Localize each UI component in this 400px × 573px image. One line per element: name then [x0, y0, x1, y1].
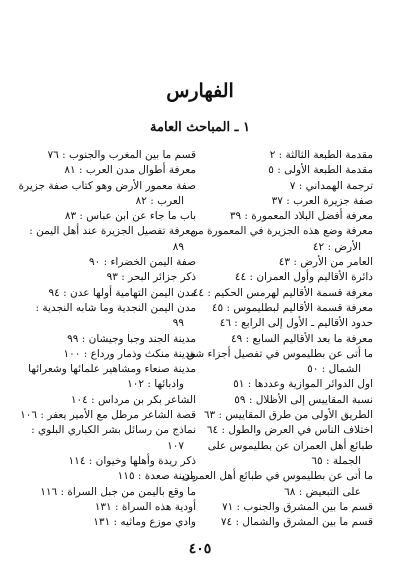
index-entry: معرفة أطوال مدن العرب : ٨١: [64, 164, 196, 177]
index-entry: صفة اليمن الخضراء : ٩٠: [88, 256, 196, 269]
index-entry: حدود الأقاليم ـ الأول إلى الرابع : ٤٦: [219, 317, 373, 330]
index-entry: اختلاف الناس في العرض والطول : ٦٤: [206, 424, 373, 437]
index-entry: معرفة أفضل البلاد المعمورة : ٣٩: [229, 210, 373, 223]
index-entry: ما وقع باليمن من جبل السراة : ١١٦: [40, 485, 196, 498]
index-entry: قسم ما بين المشرق والجنوب : ٧١: [221, 500, 373, 513]
index-entry-continuation: وادبائها : ١٠٢: [127, 378, 184, 391]
index-entry: معرفة قسمة الأقاليم لهرمس الحكيم : ٤٤: [192, 286, 373, 299]
index-entry: نسبة المقاييس إلى الأظلال : ٥٩: [234, 393, 373, 406]
index-column-left: [18, 148, 196, 530]
index-entry: قسم ما بين المشرق والشمال : ٧٤: [220, 516, 373, 529]
page-number: ٤٠٥: [188, 541, 212, 557]
index-entry: مدينة منكث وذمار ورداع : ١٠٠: [63, 347, 196, 360]
index-entry: ذكر ريدة وأهلها وخيوان : ١١٤: [68, 454, 196, 467]
index-entry: الشاعر بكر بن مرداس : ١٠٤: [70, 393, 196, 406]
index-entry: اول الدوائر الموازية وعددها : ٥١: [233, 378, 373, 391]
index-entry: ما أتى عن بطليموس في تفصيل أجزاء شق: [186, 347, 373, 360]
index-entry: معرفة قسمة الأقاليم لبطليموس : ٤٥: [211, 301, 373, 314]
section-heading: ١ ـ المباحث العامة: [150, 120, 250, 135]
index-entry: العامر من الأرض : ٤٣: [278, 256, 373, 269]
index-entry-continuation: الأرض : ٤٢: [312, 240, 361, 253]
index-entry: مدن اليمن النجدية وما شابه النجدية :: [35, 301, 196, 314]
index-entry: قسم ما بين المغرب والجنوب : ٧٦: [47, 149, 196, 161]
index-entry: معرفة وضع هذه الجزيرة في المعمورة من: [190, 225, 373, 238]
index-entry: نماذج من رسائل بشر الكباري البلوي :: [31, 424, 196, 437]
index-entry-continuation: الجملة : ٦٥: [311, 454, 361, 467]
index-entry: صفة جزيرة العرب : ٣٧: [271, 194, 373, 207]
index-entry: طبائع أهل العمران عن بطليموس على: [207, 439, 373, 452]
index-entry: ذكر جزائر البحر : ٩٣: [106, 271, 196, 284]
index-entry: باب ما جاء عن ابن عباس : ٨٣: [64, 210, 196, 223]
index-entry: مقدمة الطبعة الثالثة : ٢: [269, 149, 373, 161]
index-entry: مدن اليمن التهامية أولها عدن : ٩٤: [48, 286, 196, 299]
index-entry: معرفة تفصيل الجزيرة عند أهل اليمن :: [29, 225, 196, 238]
page-title: الفهارس: [166, 80, 234, 102]
index-entry: الطريق الأولى من طرق المقاييس : ٦٣: [203, 409, 373, 422]
index-entry: مدينة صنعاء ومشاهير علمائها وشعرائها: [28, 363, 196, 376]
index-entry-continuation: ٩٩: [172, 317, 184, 330]
index-entry-continuation: على التبعيض : ٦٨: [284, 485, 361, 498]
index-entry: وادي موزع وماثيه : ١٣١: [93, 516, 196, 529]
index-entry: أودية هذه السراة : ١٣١: [94, 500, 196, 513]
index-column-right: [182, 148, 373, 530]
index-entry: مدينة صعدة : ١١٥: [117, 470, 196, 483]
index-entry: ما أتى عن بطليموس في طبائع أهل العمران: [182, 470, 373, 483]
index-entry-continuation: العرب : ٨٢: [135, 194, 184, 207]
index-entry-continuation: الشمال : ٥٠: [307, 363, 361, 376]
index-entry: ترجمة الهمداني : ٧: [289, 179, 373, 192]
index-entry: صفة معمور الأرض وهو كتاب صفة جزيرة: [18, 179, 196, 192]
index-entry: قصة الشاعر مرطل مع الأمير يعفر : ١٠٦: [20, 409, 196, 422]
index-entry-continuation: ٨٩: [172, 240, 184, 253]
index-entry-continuation: ١٠٧: [167, 439, 184, 452]
index-entry: مقدمة الطبعة الأولى : ٥: [268, 164, 373, 177]
index-entry: مدينة الجند وجبا وجيشان : ٩٩: [67, 332, 196, 345]
index-entry: دائرة الأقاليم وأول العمران : ٤٤: [234, 271, 373, 284]
index-entry: معرفة ما بعد الأقاليم السابع : ٤٩: [231, 332, 373, 345]
